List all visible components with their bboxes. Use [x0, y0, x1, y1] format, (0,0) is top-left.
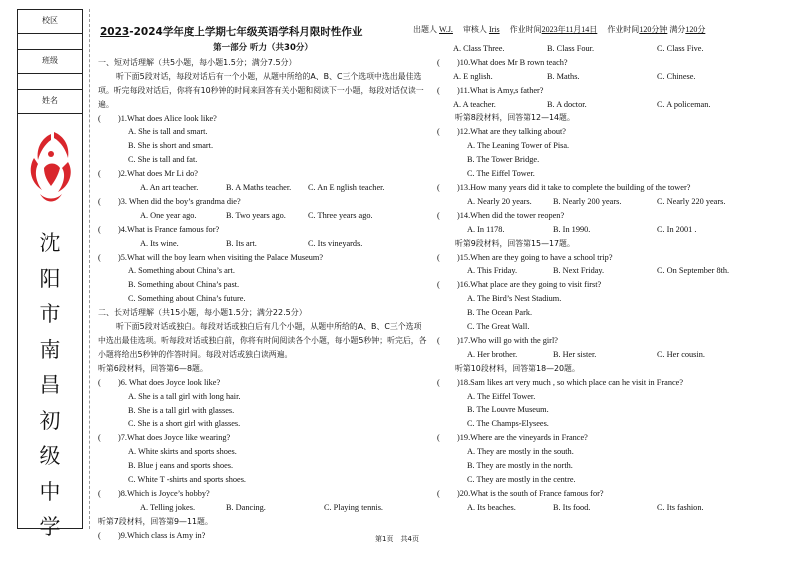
option-9a[interactable]: A. Class Three. — [453, 44, 505, 53]
exam-meta: 出题人 W.J. 审核人 Iris 作业时间2023年11月14日 作业时间120分钟 满分120分 — [413, 25, 706, 34]
campus-field[interactable] — [18, 34, 82, 50]
name-label: 姓名 — [18, 90, 82, 114]
option-5a[interactable]: A. Something about China’s art. — [128, 266, 235, 276]
part-title: 第一部分 听力（共30分） — [213, 43, 313, 53]
options-4 — [98, 237, 428, 251]
option-9c[interactable]: C. Class Five. — [657, 44, 704, 53]
page-footer: 第1页 共4页 — [375, 535, 419, 543]
option-17a[interactable]: A. Her brother. — [467, 349, 518, 359]
options-2 — [98, 181, 428, 195]
option-14c[interactable]: C. In 2001 . — [657, 224, 697, 234]
option-4b[interactable]: B. Its art. — [226, 238, 257, 248]
option-3b[interactable]: B. Two years ago. — [226, 210, 286, 220]
section2-instructions: 听下面5段对话或独白。每段对话或独白后有几个小题，从题中所给的A、B、C三个选项中选出最佳选项。听每段对话或独白前，你将有时间阅读各个小题，每小题5秒钟；听完后，各小题将给出5秒钟的作答时间。每段对话或独白读两遍。 — [98, 322, 427, 359]
listen-9-note: 听第9段材料，回答第15—17题。 — [455, 238, 575, 248]
page-title: 2023-2024学年度上学期七年级英语学科月限时性作业 — [100, 26, 363, 38]
question-9: ( )9.Which class is Amy in? — [98, 530, 206, 540]
right-column — [437, 42, 782, 515]
option-17b[interactable]: B. Her sister. — [553, 349, 597, 359]
question-13: ( )13.How many years did it take to complete the building of the tower? — [437, 183, 691, 193]
option-2b[interactable]: B. A Maths teacher. — [226, 183, 292, 193]
question-17: ( )17.Who will go with the girl? — [437, 335, 558, 345]
options-13 — [437, 195, 782, 209]
question-3: ( )3. When did the boy’s grandma die? — [98, 196, 241, 206]
options-17 — [437, 348, 782, 362]
options-14 — [437, 223, 782, 237]
option-13b[interactable]: B. Nearly 200 years. — [553, 196, 622, 206]
option-5c[interactable]: C. Something about China’s future. — [128, 294, 246, 304]
listen-6-note: 听第6段材料，回答第6—8题。 — [98, 363, 208, 373]
question-6: ( )6. What does Joyce look like? — [98, 377, 221, 387]
binding-strip — [17, 9, 83, 539]
option-3c[interactable]: C. Three years ago. — [308, 210, 373, 220]
option-18c[interactable]: C. The Champs-Elysees. — [467, 419, 549, 429]
option-8b[interactable]: B. Dancing. — [226, 502, 266, 512]
options-15 — [437, 264, 782, 278]
option-13a[interactable]: A. Nearly 20 years. — [467, 196, 532, 206]
option-15a[interactable]: A. This Friday. — [467, 266, 518, 276]
option-5b[interactable]: B. Something about China’s past. — [128, 280, 240, 290]
question-19: ( )19.Where are the vineyards in France? — [437, 433, 588, 443]
options-3 — [98, 209, 428, 223]
question-2: ( )2.What does Mr Li do? — [98, 169, 198, 179]
class-field[interactable] — [18, 74, 82, 90]
option-1c[interactable]: C. She is tall and fat. — [128, 155, 198, 165]
question-7: ( )7.What does Joyce like wearing? — [98, 433, 231, 443]
school-logo-icon — [24, 128, 78, 208]
option-19a[interactable]: A. They are mostly in the south. — [467, 447, 574, 457]
options-20 — [437, 501, 782, 515]
option-8c[interactable]: C. Playing tennis. — [324, 502, 384, 512]
options-8 — [98, 501, 428, 515]
option-20a[interactable]: A. Its beaches. — [467, 502, 516, 512]
option-11a[interactable]: A. A teacher. — [453, 99, 496, 109]
section2-title: 二、长对话理解（共15小题，每小题1.5分；满分22.5分） — [98, 308, 307, 318]
option-1a[interactable]: A. She is tall and smart. — [128, 127, 208, 137]
option-15c[interactable]: C. On September 8th. — [657, 266, 730, 276]
option-8a[interactable]: A. Telling jokes. — [140, 502, 196, 512]
question-10: ( )10.What does Mr B rown teach? — [437, 57, 568, 67]
option-10c[interactable]: C. Chinese. — [657, 71, 696, 81]
option-16a[interactable]: A. The Bird’s Nest Stadium. — [467, 294, 562, 304]
school-name-vertical: 沈 阳 市 南 昌 初 级 中 学 — [39, 231, 61, 539]
question-11: ( )11.What is Amy,s father? — [437, 85, 544, 95]
option-14a[interactable]: A. In 1178. — [467, 224, 505, 234]
option-15b[interactable]: B. Next Friday. — [553, 266, 605, 276]
option-7a[interactable]: A. White skirts and sports shoes. — [128, 447, 237, 457]
class-label: 班级 — [18, 50, 82, 74]
option-4a[interactable]: A. Its wine. — [140, 238, 179, 248]
option-10a[interactable]: A. E nglish. — [453, 71, 493, 81]
option-20c[interactable]: C. Its fashion. — [657, 502, 704, 512]
question-14: ( )14.When did the tower reopen? — [437, 210, 565, 220]
option-19c[interactable]: C. They are mostly in the centre. — [467, 474, 576, 484]
question-15: ( )15.When are they going to have a school trip? — [437, 252, 613, 262]
option-6c[interactable]: C. She is a short girl with glasses. — [128, 419, 241, 429]
option-11b[interactable]: B. A doctor. — [547, 99, 587, 109]
options-10 — [437, 70, 782, 84]
options-9 — [437, 42, 782, 56]
option-6b[interactable]: B. She is a tall girl with glasses. — [128, 405, 235, 415]
question-16: ( )16.What place are they going to visit first? — [437, 280, 602, 290]
option-19b[interactable]: B. They are mostly in the north. — [467, 461, 573, 471]
question-4: ( )4.What is France famous for? — [98, 224, 220, 234]
campus-label: 校区 — [18, 10, 82, 34]
question-20: ( )20.What is the south of France famous for? — [437, 488, 604, 498]
section1-title: 一、短对话理解（共5小题，每小题1.5分；满分7.5分） — [98, 57, 297, 67]
option-12c[interactable]: C. The Eiffel Tower. — [467, 169, 535, 179]
option-9b[interactable]: B. Class Four. — [547, 44, 595, 53]
options-11 — [437, 98, 782, 112]
listen-8-note: 听第8段材料，回答第12—14题。 — [455, 113, 575, 123]
option-3a[interactable]: A. One year ago. — [140, 210, 197, 220]
question-18: ( )18.Sam likes art very much , so which place can he visit in France? — [437, 377, 684, 387]
question-8: ( )8.Which is Joyce’s hobby? — [98, 488, 210, 498]
option-14b[interactable]: B. In 1990. — [553, 224, 591, 234]
option-1b[interactable]: B. She is short and smart. — [128, 141, 214, 151]
listen-10-note: 听第10段材料，回答第18—20题。 — [455, 363, 580, 373]
question-12: ( )12.What are they talking about? — [437, 127, 566, 137]
option-20b[interactable]: B. Its food. — [553, 502, 591, 512]
option-12b[interactable]: B. The Tower Bridge. — [467, 155, 540, 165]
option-18b[interactable]: B. The Louvre Museum. — [467, 405, 549, 415]
option-17c[interactable]: C. Her cousin. — [657, 349, 705, 359]
option-18a[interactable]: A. The Eiffel Tower. — [467, 391, 536, 401]
binding-line — [89, 9, 90, 529]
option-10b[interactable]: B. Maths. — [547, 71, 580, 81]
option-16b[interactable]: B. The Ocean Park. — [467, 308, 533, 318]
option-7c[interactable]: C. White T -shirts and sports shoes. — [128, 475, 246, 485]
option-13c[interactable]: C. Nearly 220 years. — [657, 196, 726, 206]
option-4c[interactable]: C. Its vineyards. — [308, 238, 363, 248]
left-column — [98, 42, 428, 543]
section1-instructions: 听下面5段对话，每段对话后有一个小题，从题中所给的A、B、C三个选项中选出最佳选项。听完每段对话后，你将有10秒钟的时间来回答有关小题和阅读下一小题，每段对话仅读一遍。 — [98, 71, 424, 109]
option-2c[interactable]: C. An E nglish teacher. — [308, 183, 385, 193]
option-11c[interactable]: C. A policeman. — [657, 99, 711, 109]
option-2a[interactable]: A. An art teacher. — [140, 183, 199, 193]
option-7b[interactable]: B. Blue j eans and sports shoes. — [128, 461, 234, 471]
question-1: ( )1.What does Alice look like? — [98, 113, 217, 123]
listen-7-note: 听第7段材料，回答第9—11题。 — [98, 516, 213, 526]
question-5: ( )5.What will the boy learn when visiting the Palace Museum? — [98, 252, 324, 262]
option-6a[interactable]: A. She is a tall girl with long hair. — [128, 391, 241, 401]
option-16c[interactable]: C. The Great Wall. — [467, 322, 530, 332]
option-12a[interactable]: A. The Leaning Tower of Pisa. — [467, 141, 570, 151]
